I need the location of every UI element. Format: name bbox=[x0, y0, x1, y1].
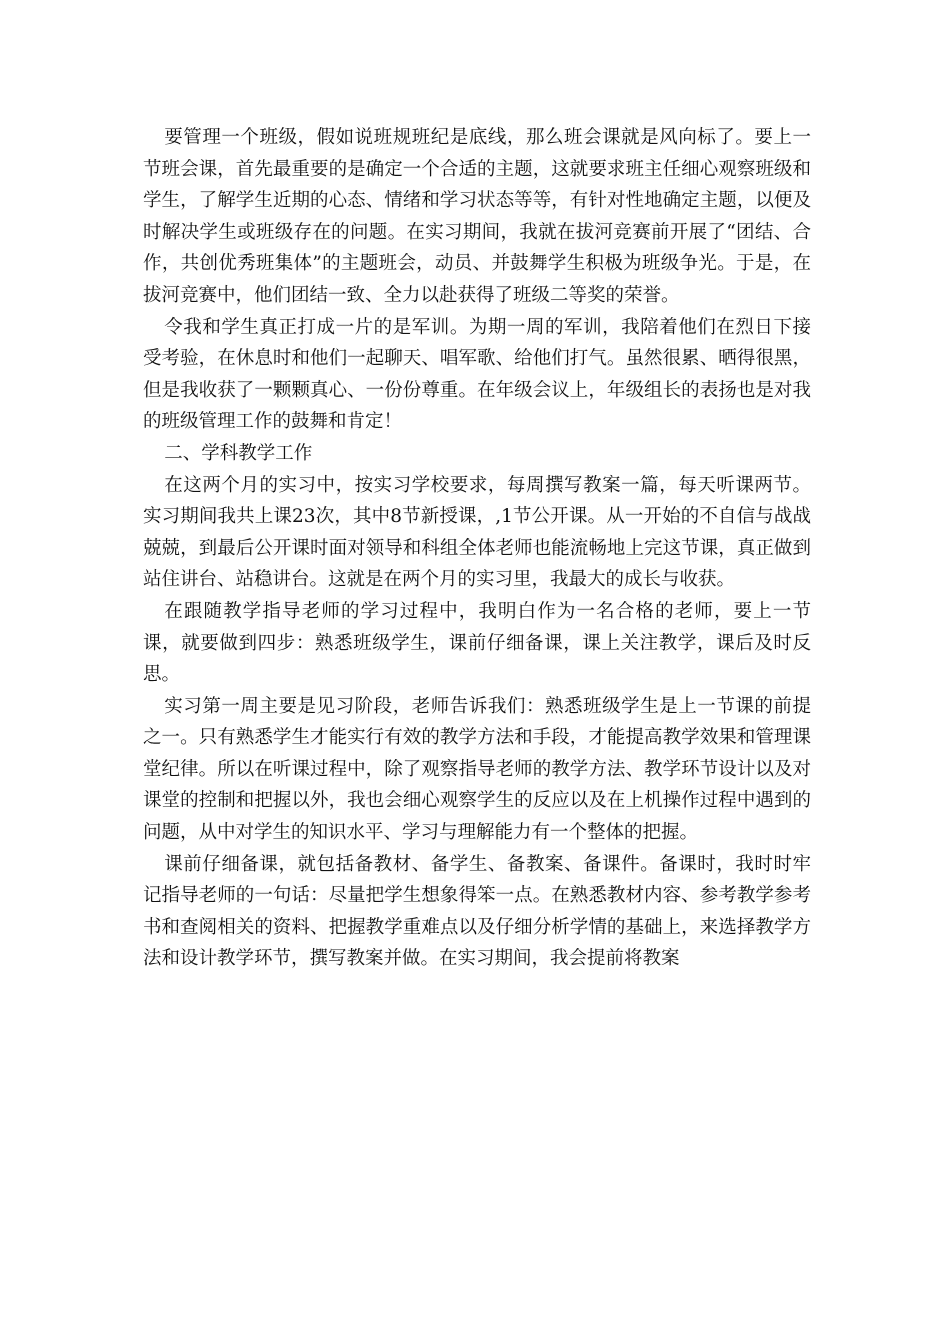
paragraph-class-meeting: 要管理一个班级，假如说班规班纪是底线，那么班会课就是风向标了。要上一节班会课，首先最重要的是确定一个合适的主题，这就要求班主任细心观察班级和学生，了解学生近期的心态、情绪和学习状态等等，有针对性地确定主题，以便及时解决学生或班级存在的问题。在实习期间，我就在拔河竞赛前开展了“团结、合作，共创优秀班集体”的主题班会，动员、并鼓舞学生积极为班级争光。于是，在拔河竞赛中，他们团结一致、全力以赴获得了班级二等奖的荣誉。 bbox=[143, 127, 811, 306]
paragraph-four-steps: 在跟随教学指导老师的学习过程中，我明白作为一名合格的老师，要上一节课，就要做到四步：熟悉班级学生，课前仔细备课，课上关注教学，课后及时反思。 bbox=[143, 600, 811, 686]
paragraph-first-week: 实习第一周主要是见习阶段，老师告诉我们：熟悉班级学生是上一节课的前提之一。只有熟悉学生才能实行有效的教学方法和手段，才能提高教学效果和管理课堂纪律。所以在听课过程中，除了观察指导老师的教学方法、教学环节设计以及对课堂的控制和把握以外，我也会细心观察学生的反应以及在上机操作过程中遇到的问题，从中对学生的知识水平、学习与理解能力有一个整体的把握。 bbox=[143, 695, 811, 844]
paragraph-military-training: 令我和学生真正打成一片的是军训。为期一周的军训，我陪着他们在烈日下接受考验，在休息时和他们一起聊天、唱军歌、给他们打气。虽然很累、晒得很黑，但是我收获了一颗颗真心、一份份尊重。在年级会议上，年级组长的表扬也是对我的班级管理工作的鼓舞和肯定！ bbox=[143, 316, 811, 433]
section-heading-subject-teaching: 二、学科教学工作 bbox=[164, 442, 313, 464]
paragraph-lesson-preparation: 课前仔细备课，就包括备教材、备学生、备教案、备课件。备课时，我时时牢记指导老师的一句话：尽量把学生想象得笨一点。在熟悉教材内容、参考教学参考书和查阅相关的资料、把握教学重难点以及仔细分析学情的基础上，来选择教学方法和设计教学环节，撰写教案并做。在实习期间，我会提前将教案 bbox=[143, 853, 811, 970]
document-body bbox=[143, 122, 811, 975]
paragraph-internship-summary: 在这两个月的实习中，按实习学校要求，每周撰写教案一篇，每天听课两节。实习期间我共上课23次，其中8节新授课，,1节公开课。从一开始的不自信与战战兢兢，到最后公开课时面对领导和科组全体老师也能流畅地上完这节课，真正做到站住讲台、站稳讲台。这就是在两个月的实习里，我最大的成长与收获。 bbox=[143, 474, 811, 591]
